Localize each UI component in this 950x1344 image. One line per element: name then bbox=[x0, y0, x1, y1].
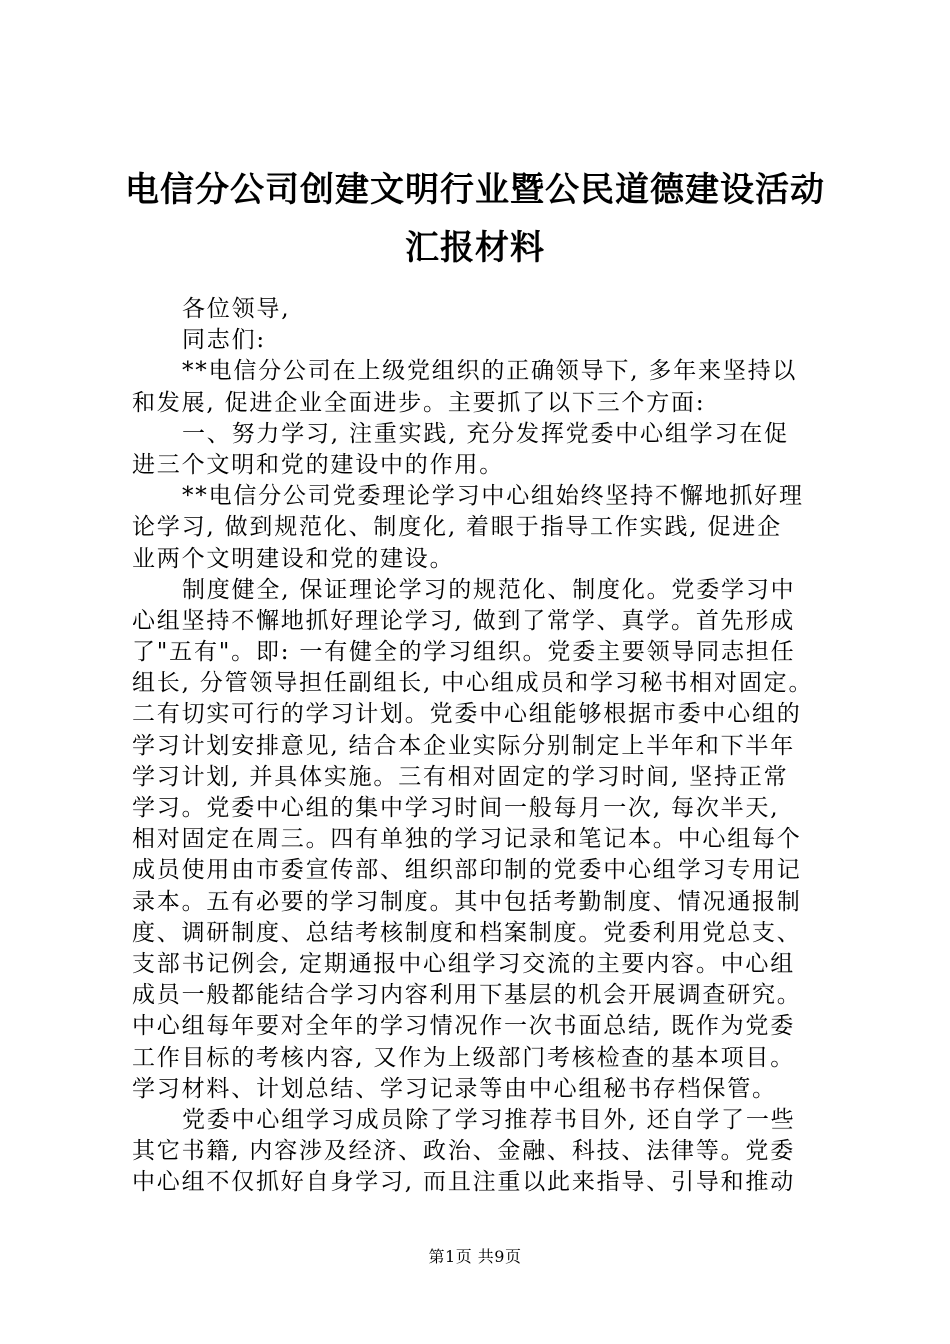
body-text-line: 进三个文明和党的建设中的作用。 bbox=[132, 451, 504, 478]
body-text-line: 中心组每年要对全年的学习情况作一次书面总结, 既作为党委 bbox=[132, 1013, 796, 1040]
body-text-line: 其它书籍, 内容涉及经济、政治、金融、科技、法律等。党委 bbox=[132, 1138, 796, 1165]
body-text-line: 工作目标的考核内容, 又作为上级部门考核检查的基本项目。 bbox=[132, 1044, 796, 1071]
body-text-line: 度、调研制度、总结考核制度和档案制度。党委利用党总支、 bbox=[132, 919, 802, 946]
body-text-line: 组长, 分管领导担任副组长, 中心组成员和学习秘书相对固定。 bbox=[132, 670, 814, 697]
body-text-line: 成员一般都能结合学习内容利用下基层的机会开展调查研究。 bbox=[132, 982, 802, 1009]
body-text-line: **电信分公司党委理论学习中心组始终坚持不懈地抓好理 bbox=[182, 483, 804, 510]
body-text-line: 中心组不仅抓好自身学习, 而且注重以此来指导、引导和推动 bbox=[132, 1169, 796, 1196]
body-text-line: 录本。五有必要的学习制度。其中包括考勤制度、情况通报制 bbox=[132, 888, 802, 915]
body-text-line: 学习材料、计划总结、学习记录等由中心组秘书存档保管。 bbox=[132, 1075, 777, 1102]
document-title-line-2: 汇报材料 bbox=[405, 228, 545, 268]
body-text-line: 和发展, 促进企业全面进步。主要抓了以下三个方面: bbox=[132, 389, 706, 416]
body-text-line: 论学习, 做到规范化、制度化, 着眼于指导工作实践, 促进企 bbox=[132, 514, 782, 541]
body-text-line: 成员使用由市委宣传部、组织部印制的党委中心组学习专用记 bbox=[132, 857, 802, 884]
body-text-line: 同志们: bbox=[182, 327, 266, 354]
body-text-line: 业两个文明建设和党的建设。 bbox=[132, 545, 455, 572]
body-text-line: **电信分公司在上级党组织的正确领导下, 多年来坚持以 bbox=[182, 358, 798, 385]
document-title-line-1: 电信分公司创建文明行业暨公民道德建设活动 bbox=[125, 170, 825, 210]
body-text-line: 学习。党委中心组的集中学习时间一般每月一次, 每次半天, bbox=[132, 795, 780, 821]
body-text-line: 相对固定在周三。四有单独的学习记录和笔记本。中心组每个 bbox=[132, 826, 802, 853]
body-text-line: 一、努力学习, 注重实践, 充分发挥党委中心组学习在促 bbox=[182, 420, 789, 447]
body-text-line: 制度健全, 保证理论学习的规范化、制度化。党委学习中 bbox=[182, 576, 796, 603]
body-text-line: 学习计划安排意见, 结合本企业实际分别制定上半年和下半年 bbox=[132, 732, 796, 759]
body-text-line: 心组坚持不懈地抓好理论学习, 做到了常学、真学。首先形成 bbox=[132, 607, 796, 634]
page-number-footer: 第1页 共9页 bbox=[428, 1247, 522, 1266]
body-text-line: 学习计划, 并具体实施。三有相对固定的学习时间, 坚持正常 bbox=[132, 763, 789, 790]
body-text-line: 各位领导, bbox=[182, 296, 291, 322]
body-text-line: 党委中心组学习成员除了学习推荐书目外, 还自学了一些 bbox=[182, 1106, 796, 1133]
body-text-line: 二有切实可行的学习计划。党委中心组能够根据市委中心组的 bbox=[132, 701, 802, 728]
body-text-line: 支部书记例会, 定期通报中心组学习交流的主要内容。中心组 bbox=[132, 950, 796, 977]
body-text-line: 了"五有"。即: 一有健全的学习组织。党委主要领导同志担任 bbox=[132, 639, 796, 666]
document-body bbox=[132, 294, 832, 1198]
